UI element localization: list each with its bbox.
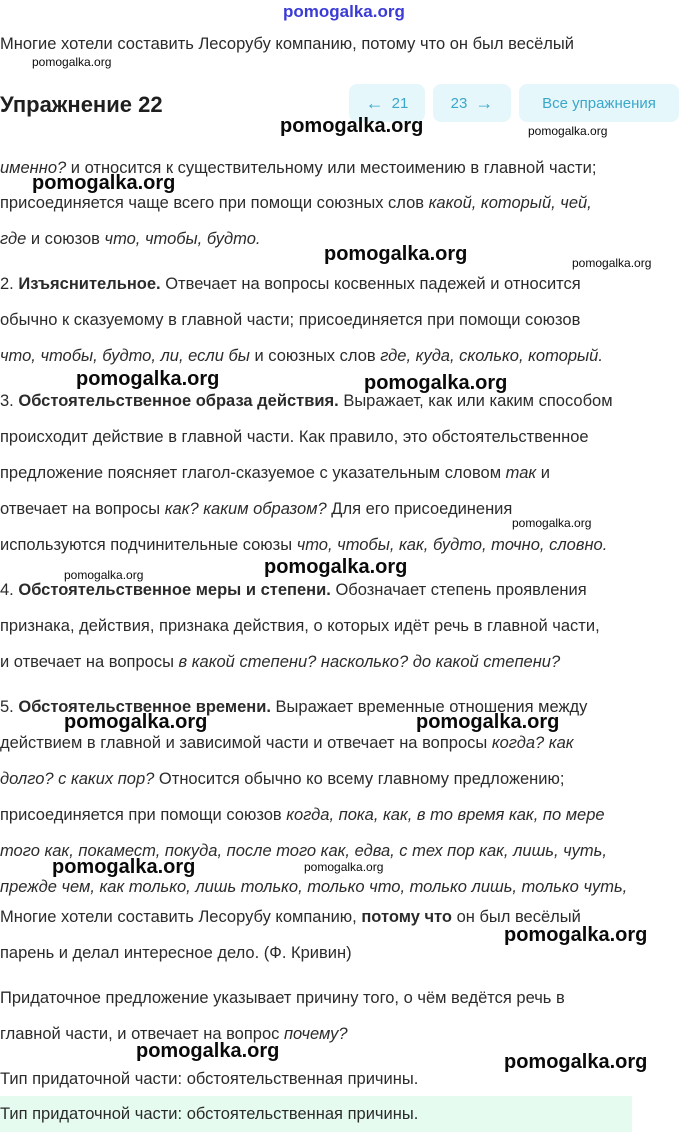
text-line: 2. Изъяснительное. Отвечает на вопросы косвенных падежей и относится — [0, 275, 581, 293]
text-line: Тип придаточной части: обстоятельственная причины. — [0, 1070, 419, 1088]
watermark: pomogalka.org — [32, 55, 112, 69]
text-line: происходит действие в главной части. Как правило, это обстоятельственное — [0, 428, 589, 446]
all-exercises-button[interactable] — [519, 84, 679, 122]
text-line: и отвечает на вопросы в какой степени? насколько? до какой степени? — [0, 653, 561, 671]
watermark: pomogalka.org — [512, 516, 592, 530]
text-line: где и союзов что, чтобы, будто. — [0, 230, 261, 248]
watermark: pomogalka.org — [280, 115, 424, 137]
watermark: pomogalka.org — [52, 856, 196, 878]
page-title: Упражнение 22 — [0, 92, 163, 117]
next-exercise-button[interactable] — [433, 84, 511, 122]
watermark: pomogalka.org — [304, 860, 384, 874]
text-line: 3. Обстоятельственное образа действия. Выражает, как или каким способом — [0, 392, 613, 410]
text-line: прежде чем, как только, лишь только, только что, только лишь, только чуть, — [0, 878, 628, 896]
text-line: присоединяется чаще всего при помощи союзных слов какой, который, чей, — [0, 194, 592, 212]
text-line: 5. Обстоятельственное времени. Выражает временные отношения между — [0, 698, 588, 716]
next-exercise-label: 23 — [450, 94, 468, 112]
text-line: Придаточное предложение указывает причину того, о чём ведётся речь в — [0, 989, 565, 1007]
text-line: того как, покамест, покуда, после того как, едва, с тех пор как, лишь, чуть, — [0, 842, 607, 860]
text-line: действием в главной и зависимой части и отвечает на вопросы когда? как — [0, 734, 574, 752]
text-line: Многие хотели составить Лесорубу компанию, потому что он был весёлый — [0, 908, 581, 926]
watermark: pomogalka.org — [504, 924, 648, 946]
text-line: используются подчинительные союзы что, чтобы, как, будто, точно, словно. — [0, 536, 608, 554]
arrow-right-icon: → — [475, 92, 494, 113]
watermark: pomogalka.org — [32, 172, 176, 194]
text-line: долго? с каких пор? Относится обычно ко всему главному предложению; — [0, 770, 565, 788]
text-line: главной части, и отвечает на вопрос почему? — [0, 1025, 348, 1043]
text-line: что, чтобы, будто, ли, если бы и союзных слов где, куда, сколько, который. — [0, 347, 603, 365]
watermark: pomogalka.org — [64, 568, 144, 582]
watermark: pomogalka.org — [136, 1040, 280, 1062]
watermark: pomogalka.org — [64, 711, 208, 733]
answer-text: Тип придаточной части: обстоятельственная причины. — [0, 1105, 419, 1123]
text-line: обычно к сказуемому в главной части; присоединяется при помощи союзов — [0, 311, 581, 329]
watermark: pomogalka.org — [416, 711, 560, 733]
text-line: парень и делал интересное дело. (Ф. Кривин) — [0, 944, 352, 962]
all-exercises-label: Все упражнения — [542, 94, 656, 112]
watermark: pomogalka.org — [504, 1051, 648, 1073]
watermark: pomogalka.org — [76, 368, 220, 390]
text-line: отвечает на вопросы как? каким образом? Для его присоединения — [0, 500, 513, 518]
text-line: признака, действия, признака действия, о которых идёт речь в главной части, — [0, 617, 600, 635]
watermark: pomogalka.org — [324, 243, 468, 265]
text-line: предложение поясняет глагол-сказуемое с указательным словом так и — [0, 464, 550, 482]
watermark: pomogalka.org — [528, 124, 608, 138]
arrow-left-icon: ← — [365, 92, 384, 113]
text-line: именно? и относится к существительному или местоимению в главной части; — [0, 159, 597, 177]
text-line: присоединяется при помощи союзов когда, пока, как, в то время как, по мере — [0, 806, 605, 824]
watermark: pomogalka.org — [364, 372, 508, 394]
watermark: pomogalka.org — [572, 256, 652, 270]
watermark-top: pomogalka.org — [283, 2, 405, 21]
text-line: 4. Обстоятельственное меры и степени. Обозначает степень проявления — [0, 581, 587, 599]
intro-sentence: Многие хотели составить Лесорубу компанию, потому что он был весёлый — [0, 35, 575, 53]
prev-exercise-label: 21 — [391, 94, 409, 112]
watermark: pomogalka.org — [264, 556, 408, 578]
